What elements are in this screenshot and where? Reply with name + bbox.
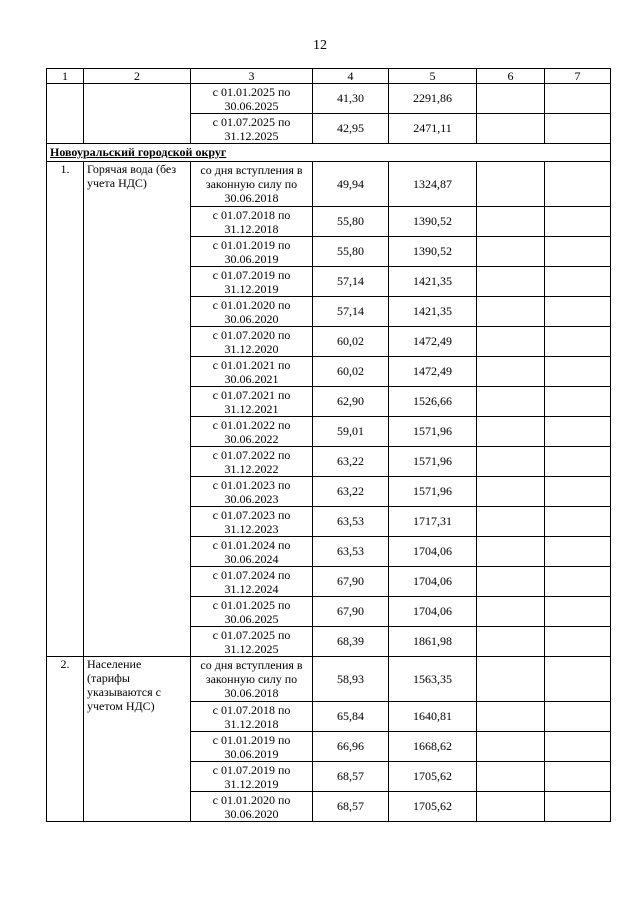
value-cell-col5: 1668,62 <box>389 732 477 762</box>
empty-cell-col6 <box>477 657 545 702</box>
period-cell: с 01.07.2022 по 31.12.2022 <box>191 447 313 477</box>
empty-cell-col6 <box>477 732 545 762</box>
empty-cell-col6 <box>477 417 545 447</box>
value-cell-col5: 1571,96 <box>389 447 477 477</box>
empty-cell-col7 <box>545 702 611 732</box>
period-cell: со дня вступления в законную силу по 30.06.2018 <box>191 657 313 702</box>
value-cell-col4: 59,01 <box>313 417 389 447</box>
empty-cell-col7 <box>545 537 611 567</box>
column-number-row <box>47 69 611 84</box>
value-cell-col5: 1640,81 <box>389 702 477 732</box>
empty-cell-col1 <box>47 84 84 144</box>
value-cell-col4: 58,93 <box>313 657 389 702</box>
empty-cell-col6 <box>477 114 545 144</box>
empty-cell-col7 <box>545 627 611 657</box>
value-cell-col4: 60,02 <box>313 327 389 357</box>
value-cell-col5: 1704,06 <box>389 567 477 597</box>
empty-cell-col6 <box>477 627 545 657</box>
table-row <box>47 84 611 114</box>
section-row <box>47 144 611 162</box>
empty-cell-col6 <box>477 327 545 357</box>
value-cell-col5: 1717,31 <box>389 507 477 537</box>
value-cell-col4: 65,84 <box>313 702 389 732</box>
column-header: 1 <box>47 69 84 84</box>
value-cell-col5: 1390,52 <box>389 207 477 237</box>
value-cell-col5: 1472,49 <box>389 327 477 357</box>
empty-cell-col7 <box>545 507 611 537</box>
empty-cell-col7 <box>545 657 611 702</box>
value-cell-col5: 1324,87 <box>389 162 477 207</box>
period-cell: с 01.07.2021 по 31.12.2021 <box>191 387 313 417</box>
section-title: Новоуральский городской округ <box>47 144 611 162</box>
period-cell: с 01.01.2025 по 30.06.2025 <box>191 597 313 627</box>
column-header: 4 <box>313 69 389 84</box>
empty-cell-col7 <box>545 207 611 237</box>
empty-cell-col7 <box>545 267 611 297</box>
empty-cell-col6 <box>477 597 545 627</box>
empty-cell-col6 <box>477 207 545 237</box>
value-cell-col4: 63,53 <box>313 537 389 567</box>
empty-cell-col7 <box>545 114 611 144</box>
empty-cell-col6 <box>477 84 545 114</box>
period-cell: со дня вступления в законную силу по 30.06.2018 <box>191 162 313 207</box>
empty-cell-col6 <box>477 297 545 327</box>
value-cell-col5: 1571,96 <box>389 477 477 507</box>
page-number: 12 <box>313 38 327 53</box>
empty-cell-col7 <box>545 387 611 417</box>
empty-cell-col6 <box>477 792 545 822</box>
value-cell-col5: 1704,06 <box>389 597 477 627</box>
period-cell: с 01.07.2018 по 31.12.2018 <box>191 702 313 732</box>
empty-cell-col7 <box>545 417 611 447</box>
value-cell-col4: 68,39 <box>313 627 389 657</box>
period-cell: с 01.07.2020 по 31.12.2020 <box>191 327 313 357</box>
column-header: 5 <box>389 69 477 84</box>
value-cell-col5: 2291,86 <box>389 84 477 114</box>
empty-cell-col7 <box>545 297 611 327</box>
value-cell-col4: 63,22 <box>313 447 389 477</box>
value-cell-col4: 67,90 <box>313 567 389 597</box>
empty-cell-col6 <box>477 387 545 417</box>
empty-cell-col7 <box>545 792 611 822</box>
value-cell-col4: 41,30 <box>313 84 389 114</box>
table-row <box>47 162 611 207</box>
period-cell: с 01.01.2020 по 30.06.2020 <box>191 297 313 327</box>
period-cell: с 01.01.2023 по 30.06.2023 <box>191 477 313 507</box>
value-cell-col4: 67,90 <box>313 597 389 627</box>
value-cell-col5: 1563,35 <box>389 657 477 702</box>
empty-cell-col6 <box>477 357 545 387</box>
empty-cell-col7 <box>545 762 611 792</box>
value-cell-col4: 63,53 <box>313 507 389 537</box>
empty-cell-col6 <box>477 237 545 267</box>
value-cell-col5: 1472,49 <box>389 357 477 387</box>
period-cell: с 01.01.2024 по 30.06.2024 <box>191 537 313 567</box>
period-cell: с 01.01.2022 по 30.06.2022 <box>191 417 313 447</box>
value-cell-col5: 1421,35 <box>389 297 477 327</box>
empty-cell-col7 <box>545 447 611 477</box>
row-number: 1. <box>47 162 84 657</box>
period-cell: с 01.01.2020 по 30.06.2020 <box>191 792 313 822</box>
period-cell: с 01.07.2023 по 31.12.2023 <box>191 507 313 537</box>
empty-cell-col7 <box>545 84 611 114</box>
period-cell: с 01.01.2025 по 30.06.2025 <box>191 84 313 114</box>
period-cell: с 01.07.2025 по 31.12.2025 <box>191 627 313 657</box>
empty-cell-col6 <box>477 537 545 567</box>
period-cell: с 01.07.2024 по 31.12.2024 <box>191 567 313 597</box>
value-cell-col5: 1526,66 <box>389 387 477 417</box>
value-cell-col4: 55,80 <box>313 237 389 267</box>
period-cell: с 01.01.2019 по 30.06.2019 <box>191 732 313 762</box>
empty-cell-col7 <box>545 237 611 267</box>
value-cell-col4: 49,94 <box>313 162 389 207</box>
period-cell: с 01.07.2018 по 31.12.2018 <box>191 207 313 237</box>
empty-cell-col6 <box>477 447 545 477</box>
value-cell-col5: 1390,52 <box>389 237 477 267</box>
value-cell-col4: 68,57 <box>313 762 389 792</box>
empty-cell-col6 <box>477 162 545 207</box>
value-cell-col4: 62,90 <box>313 387 389 417</box>
empty-cell-col6 <box>477 567 545 597</box>
empty-cell-col6 <box>477 477 545 507</box>
value-cell-col5: 1861,98 <box>389 627 477 657</box>
empty-cell-col7 <box>545 477 611 507</box>
period-cell: с 01.01.2019 по 30.06.2019 <box>191 237 313 267</box>
value-cell-col4: 55,80 <box>313 207 389 237</box>
period-cell: с 01.07.2025 по 31.12.2025 <box>191 114 313 144</box>
tariff-table <box>46 68 611 822</box>
empty-cell-col7 <box>545 357 611 387</box>
period-cell: с 01.07.2019 по 31.12.2019 <box>191 267 313 297</box>
empty-cell-col6 <box>477 267 545 297</box>
empty-cell-col2 <box>84 84 191 144</box>
empty-cell-col7 <box>545 567 611 597</box>
column-header: 2 <box>84 69 191 84</box>
row-number: 2. <box>47 657 84 822</box>
value-cell-col4: 66,96 <box>313 732 389 762</box>
empty-cell-col7 <box>545 597 611 627</box>
column-header: 6 <box>477 69 545 84</box>
value-cell-col4: 57,14 <box>313 297 389 327</box>
empty-cell-col7 <box>545 162 611 207</box>
empty-cell-col6 <box>477 702 545 732</box>
value-cell-col5: 1421,35 <box>389 267 477 297</box>
consumer-category: Население (тарифы указываются с учетом НДС) <box>84 657 191 822</box>
value-cell-col5: 2471,11 <box>389 114 477 144</box>
empty-cell-col6 <box>477 762 545 792</box>
value-cell-col5: 1704,06 <box>389 537 477 567</box>
value-cell-col5: 1571,96 <box>389 417 477 447</box>
column-header: 3 <box>191 69 313 84</box>
column-header: 7 <box>545 69 611 84</box>
value-cell-col4: 68,57 <box>313 792 389 822</box>
empty-cell-col7 <box>545 327 611 357</box>
empty-cell-col6 <box>477 507 545 537</box>
period-cell: с 01.01.2021 по 30.06.2021 <box>191 357 313 387</box>
table-row <box>47 657 611 702</box>
consumer-category: Горячая вода (без учета НДС) <box>84 162 191 657</box>
value-cell-col5: 1705,62 <box>389 762 477 792</box>
value-cell-col4: 42,95 <box>313 114 389 144</box>
value-cell-col5: 1705,62 <box>389 792 477 822</box>
value-cell-col4: 57,14 <box>313 267 389 297</box>
empty-cell-col7 <box>545 732 611 762</box>
value-cell-col4: 60,02 <box>313 357 389 387</box>
period-cell: с 01.07.2019 по 31.12.2019 <box>191 762 313 792</box>
value-cell-col4: 63,22 <box>313 477 389 507</box>
